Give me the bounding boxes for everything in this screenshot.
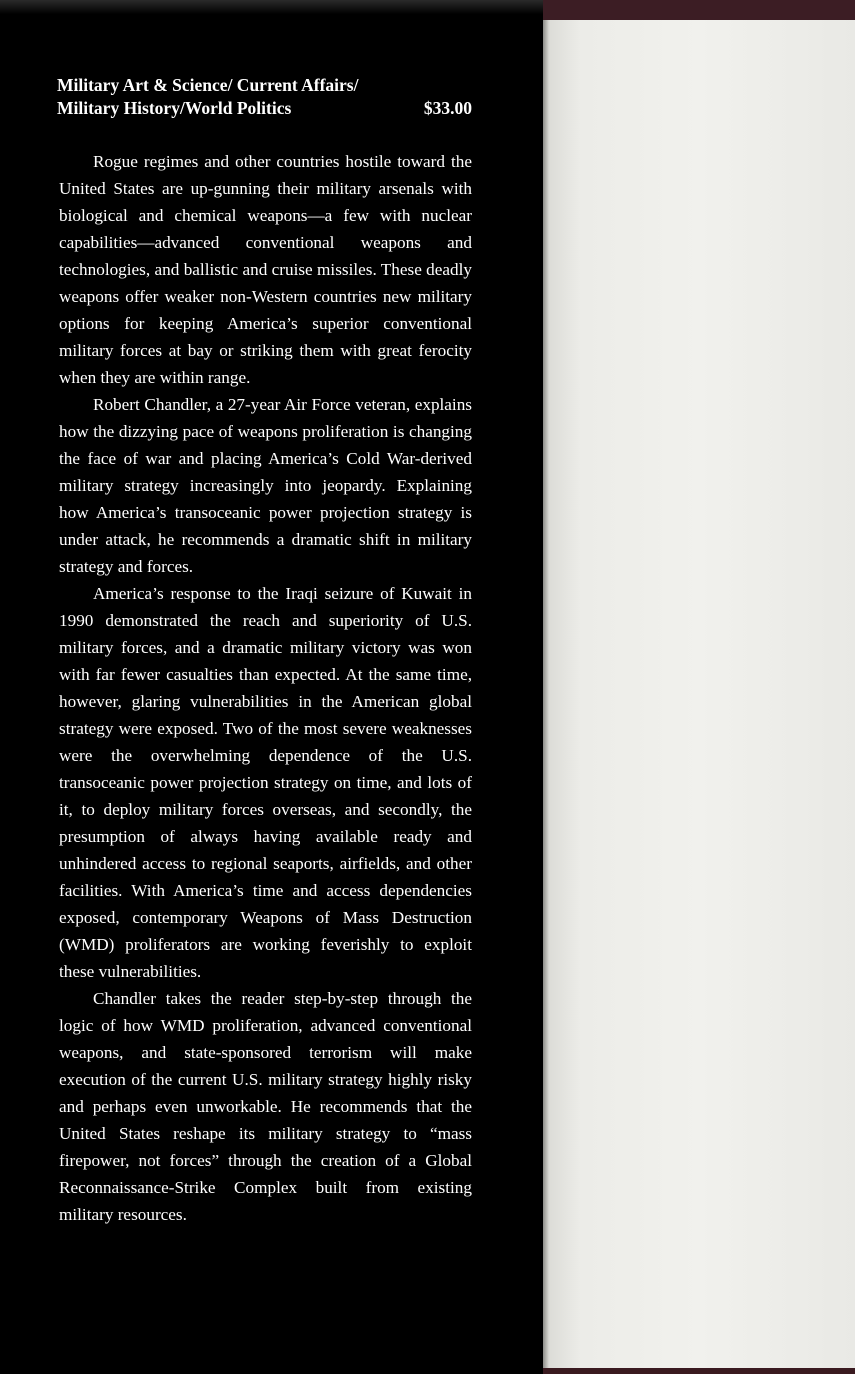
blurb-paragraph-3: America’s response to the Iraqi seizure of Kuwait in 1990 demonstrated the reach and superiority of U.S. military forces, and a dramatic military victory was won with far fewer casualties than expected. At the same time, however, glaring vulnerabilities in the American global strategy were exposed. Two of the most severe weaknesses were the overwhelming dependence of the U.S. transoceanic power projection strategy on time, and lots of it, to deploy military forces overseas, and secondly, the presumption of always having available ready and unhindered access to regional seaports, airfields, and other facilities. With America’s time and access dependencies exposed, contemporary Weapons of Mass Destruction (WMD) proliferators are working feverishly to exploit these vulnerabilities. <box>59 584 472 981</box>
jacket-blurb <box>59 148 472 1228</box>
price-label: $33.00 <box>423 98 472 118</box>
endpaper-page <box>543 20 855 1368</box>
flap-top-edge <box>0 0 543 14</box>
category-header <box>57 74 472 120</box>
page-fold-shadow <box>543 20 549 1368</box>
cover-board-edge <box>543 0 855 20</box>
category-line-2: Military History/World Politics <box>57 98 292 118</box>
blurb-paragraph-4: Chandler takes the reader step-by-step through the logic of how WMD proliferation, advanced conventional weapons, and state-sponsored terrorism will make execution of the current U.S. military strategy highly risky and perhaps even unworkable. He recommends that the United States reshape its military strategy to “mass firepower, not forces” through the creation of a Global Reconnaissance-Strike Complex built from existing military resources. <box>59 989 472 1224</box>
blurb-paragraph-2: Robert Chandler, a 27-year Air Force veteran, explains how the dizzying pace of weapons proliferation is changing the face of war and placing America’s Cold War-derived military strategy increasingly into jeopardy. Explaining how America’s transoceanic power projection strategy is under attack, he recommends a dramatic shift in military strategy and forces. <box>59 395 472 576</box>
blurb-paragraph-1: Rogue regimes and other countries hostile toward the United States are up-gunning their military arsenals with biological and chemical weapons—a few with nuclear capabilities—advanced conventional weapons and technologies, and ballistic and cruise missiles. These deadly weapons offer weaker non-Western countries new military options for keeping America’s superior conventional military forces at bay or striking them with great ferocity when they are within range. <box>59 152 472 387</box>
category-line-1: Military Art & Science/ Current Affairs/ <box>57 75 359 95</box>
